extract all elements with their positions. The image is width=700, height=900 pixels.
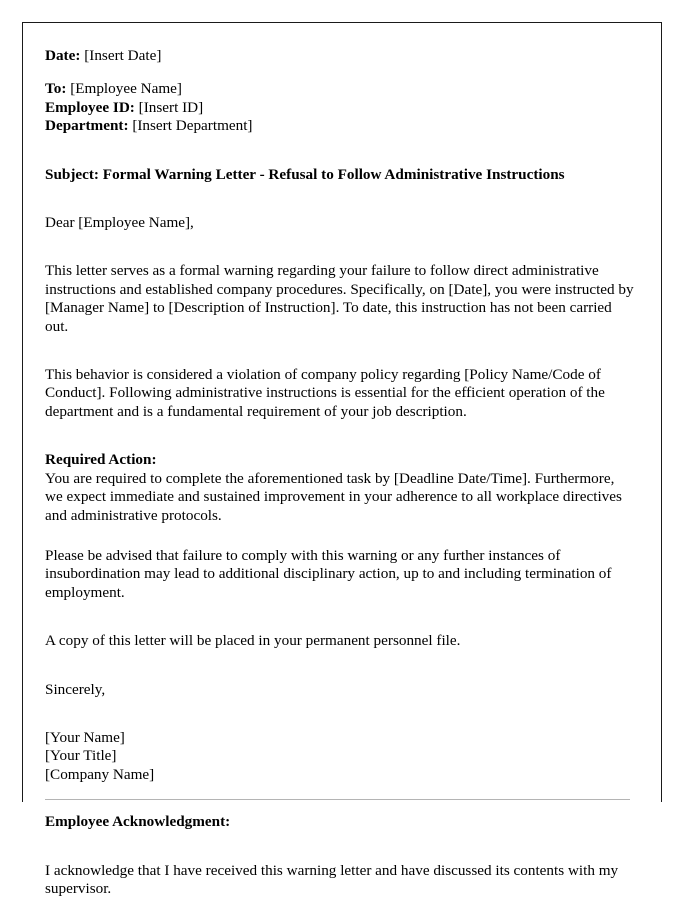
department-label: Department: [45, 117, 129, 135]
spacer-before-paragraph-1 [45, 247, 635, 262]
spacer-before-salutation [45, 199, 635, 214]
to-value: [Employee Name] [70, 80, 182, 98]
company-name: [Company Name] [45, 765, 155, 783]
employee-id-label: Employee ID: [45, 98, 135, 116]
required-action-body: You are required to complete the aforementioned task by [Deadline Date/Time]. Furthermore, we expect immediate and sustained improvement in your adherence to all workplace directives and administrative protocols. [45, 469, 622, 524]
paragraph-3: Please be advised that failure to comply with this warning or any further instances of insubordination may lead to additional disciplinary action, up to and including termination of employment. [45, 546, 612, 601]
acknowledgment-heading [45, 813, 635, 831]
paragraph-2: This behavior is considered a violation of company policy regarding [Policy Name/Code of Conduct]. Following administrative instructions is essential for the efficient operation of the department and is a fundamental requirement of your job description. [45, 366, 605, 420]
acknowledgment-heading-text: Employee Acknowledgment: [45, 813, 231, 831]
salutation: Dear [Employee Name], [45, 214, 194, 232]
employee-id-value: [Insert ID] [138, 98, 204, 116]
date-value: [Insert Date] [84, 47, 162, 64]
spacer-before-required-action [45, 436, 635, 451]
required-action-block [45, 451, 635, 525]
department-line [45, 117, 635, 135]
recipient-block [45, 80, 635, 135]
date-block [45, 47, 635, 65]
signer-name: [Your Name] [45, 728, 125, 746]
to-label: To: [45, 80, 67, 98]
required-action-heading: Required Action: [45, 451, 157, 469]
signature-block [45, 729, 635, 784]
spacer-before-sincerely [45, 666, 635, 681]
to-line [45, 80, 635, 98]
section-divider [45, 799, 630, 800]
acknowledgment-text: I acknowledge that I have received this warning letter and have discussed its contents with my supervisor. [45, 861, 619, 897]
spacer-before-paragraph-4 [45, 617, 635, 632]
date-line [45, 47, 635, 65]
spacer-before-acknowledgment-text [45, 847, 635, 862]
signer-title: [Your Title] [45, 747, 117, 765]
date-label: Date: [45, 47, 81, 64]
spacer-before-subject [45, 151, 635, 166]
employee-id-line [45, 99, 635, 117]
department-value: [Insert Department] [132, 117, 253, 135]
spacer-before-signature [45, 714, 635, 729]
document-page [22, 22, 662, 897]
document-body [23, 23, 661, 898]
spacer-before-paragraph-2 [45, 351, 635, 366]
spacer-before-paragraph-3 [45, 525, 635, 547]
sincerely: Sincerely, [45, 680, 106, 698]
paragraph-4: A copy of this letter will be placed in your permanent personnel file. [45, 632, 461, 650]
paragraph-1: This letter serves as a formal warning regarding your failure to follow direct administrative instructions and established company procedures. Specifically, on [Date], you were instructed by [Manager Name] to [Description of Instruction]. To date, this instruction has not been carried out. [45, 262, 634, 335]
subject-line: Subject: Formal Warning Letter - Refusal to Follow Administrative Instructions [45, 165, 565, 183]
